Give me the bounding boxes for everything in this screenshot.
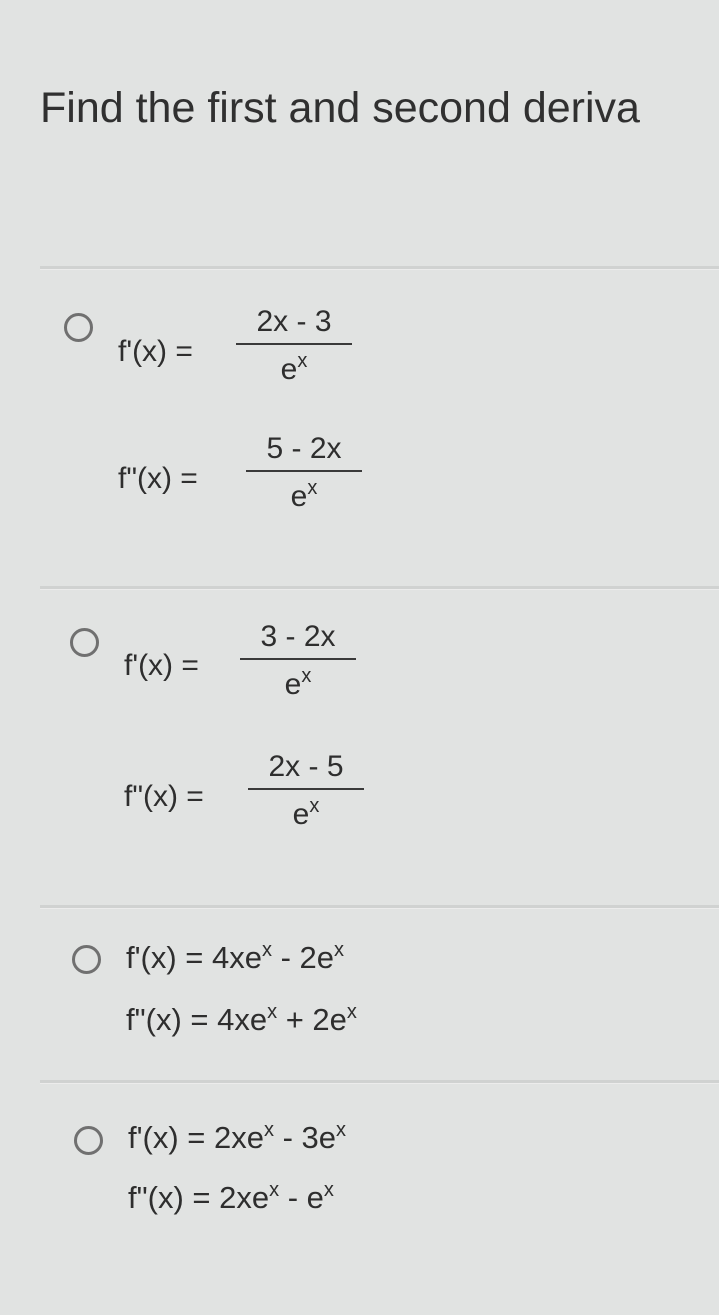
denominator: $e^x$ xyxy=(292,795,320,831)
denominator: $e^x$ xyxy=(280,350,308,386)
option-a-second-derivative-label: f"(x) = xyxy=(118,462,198,495)
option-a-first-derivative-label: f'(x) = xyxy=(118,335,193,368)
option-divider xyxy=(40,266,719,270)
option-c-radio[interactable] xyxy=(72,945,101,974)
numerator: 2x - 3 xyxy=(236,305,352,345)
option-divider xyxy=(40,586,719,590)
option-a-second-derivative-fraction xyxy=(246,432,362,514)
denominator: $e^x$ xyxy=(290,477,318,513)
option-b-second-derivative-fraction xyxy=(248,750,364,832)
numerator: 5 - 2x xyxy=(246,432,362,472)
option-d-second-derivative: f"(x) = $2xe^x - e^x$ xyxy=(128,1179,334,1215)
option-divider xyxy=(40,1080,719,1084)
denominator: $e^x$ xyxy=(284,665,312,701)
question-text: Find the first and second deriva xyxy=(40,84,640,132)
option-a-first-derivative-fraction xyxy=(236,305,352,387)
option-b-first-derivative-fraction xyxy=(240,620,356,702)
option-a-radio[interactable] xyxy=(64,313,93,342)
numerator: 2x - 5 xyxy=(248,750,364,790)
option-c-second-derivative: f"(x) = $4xe^x + 2e^x$ xyxy=(126,1001,357,1037)
option-b-second-derivative-label: f"(x) = xyxy=(124,780,204,813)
option-d-first-derivative: $f'(x) = 2xe^x - 3e^x$ xyxy=(128,1119,347,1155)
option-divider xyxy=(40,905,719,909)
option-d-radio[interactable] xyxy=(74,1126,103,1155)
numerator: 3 - 2x xyxy=(240,620,356,660)
option-b-radio[interactable] xyxy=(70,628,99,657)
option-c-first-derivative: $f'(x) = 4xe^x - 2e^x$ xyxy=(126,939,345,975)
option-b-first-derivative-label: f'(x) = xyxy=(124,649,199,682)
